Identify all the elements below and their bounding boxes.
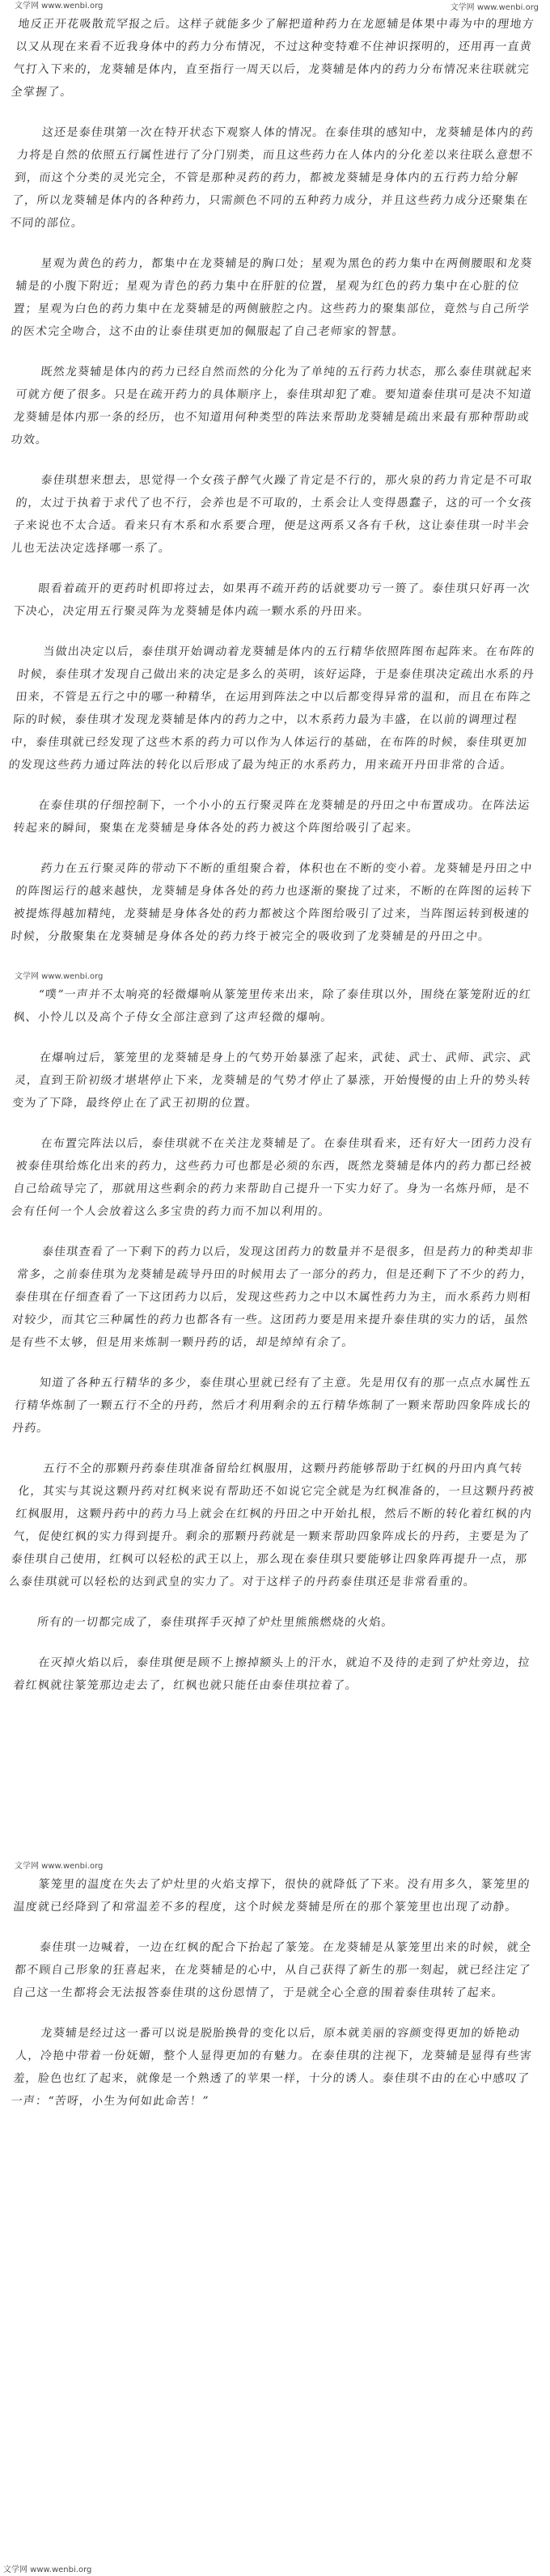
- paragraph: 篆笼里的温度在失去了炉灶里的火焰支撑下，很快的就降低了下来。没有用多久，篆笼里的温度就已经降到了和常温差不多的程度，这个时候龙葵辅是所在的那个篆笼里也出现了动静。: [12, 1878, 531, 1914]
- paragraph: 龙葵辅是经过这一番可以说是脱胎换骨的变化以后，原本就美丽的容颜变得更加的娇艳动人，冷艳中带着一份妩媚，整个人显得更加的有魅力。在泰佳琪的注视下，龙葵辅是显得有些害羞，脸色也红了起来，就像是一个熟透了的苹果一样，十分的诱人。泰佳琪不由的在心中感叹了一声：“苦呀，小生为何如此命苦！”: [10, 2027, 533, 2108]
- paragraph: 眼看着疏开的更药时机即将过去，如果再不疏开药的话就要功亏一篑了。泰佳琪只好再一次下决心，决定用五行聚灵阵为龙葵辅是体内疏一颗水系的丹田来。: [12, 582, 531, 618]
- paragraph: 当做出决定以后，泰佳琪开始调动着龙葵辅是体内的五行精华依照阵图布起阵来。在布阵的时候，泰佳琪才发现自己做出来的决定是多么的英明，该好运降，于是泰佳琪决定疏出水系的丹田来，不管是五行之中的哪一种精华，在运用到阵法之中以后都变得异常的温和，而且在布阵之际的时候，泰佳琪才发现龙葵辅是体内的药力之中，以木系药力最为丰盛，在以前的调理过程中，泰佳琪就已经发现了这些木系的药力可以作为人体运行的基础，在布阵的时候，泰佳琪更加的发现这些药力通过阵法的转化以后形成了最为纯正的水系药力，用来疏开丹田非常的合适。: [7, 645, 536, 772]
- paragraph: 知道了各种五行精华的多少，泰佳琪心里就已经有了主意。先是用仅有的那一点点水属性五行精华炼制了一颗五行不全的丹药，然后才利用剩余的五行精华炼制了一颗来帮助四象阵成长的丹药。: [11, 1377, 532, 1435]
- paragraph: 五行不全的那颗丹药泰佳琪准备留给红枫服用，这颗丹药能够帮助于红枫的丹田内真气转化，其实与其说这颗丹药对红枫来说有帮助还不如说它完全就是为红枫准备的，一旦这颗丹药被红枫服用，这颗丹药中的药力马上就会在红枫的丹田之中开始扎根，然后不断的转化着红枫的内气，促使红枫的实力得到提升。剩余的那颗丹药就是一颗来帮助四象阵成长的丹药，主要是为了泰佳琪自己使用，红枫可以轻松的武王以上，那么现在泰佳琪只要能够让四象阵再提升一点，那么泰佳琪就可以轻松的达到武皇的实力了。对于这样子的丹药泰佳琪还是非常看重的。: [7, 1462, 535, 1588]
- page-2-content: [7, 983, 535, 1697]
- paragraph: 在灭掉火焰以后，泰佳琪便是顾不上擦掉额头上的汗水，就迫不及待的走到了炉灶旁边，拉着红枫就往篆笼那边走去了，红枫也就只能任由泰佳琪拉着了。: [12, 1656, 531, 1692]
- paragraph: 在泰佳琪的仔细控制下，一个小小的五行聚灵阵在龙葵辅是的丹田之中布置成功。在阵法运转起来的瞬间，聚集在龙葵辅是身体各处的药力被这个阵图给吸引了起来。: [12, 799, 531, 835]
- paragraph: 所有的一切都完成了，泰佳琪挥手灭掉了炉灶里熊熊燃烧的火焰。: [36, 1616, 395, 1629]
- paragraph: 既然龙葵辅是体内的药力已经自然而然的分化为了单纯的五行药力状态，那么泰佳琪就起来可就方便了很多。只是在疏开药力的具体顺序上，泰佳琪却犯了难。要知道泰佳琪可是决不知道龙葵辅是体内那一条的经历，也不知道用何种类型的阵法来帮助龙葵辅是疏出来最有那种帮助或功效。: [10, 366, 534, 446]
- paragraph: 泰佳琪查看了一下剩下的药力以后，发现这团药力的数量并不是很多，但是药力的种类却非常多，之前泰佳琪为龙葵辅是疏导丹田的时候用去了一部分的药力，但是还剩下了不少的药力，泰佳琪在仔细查看了一下这团药力以后，发现这些药力之中以木属性药力为主，而水系药力则相对较少，而其它三种属性的药力也都各有一些。这团药力要是用来提升泰佳琪的实力的话，虽然是有些不太够，但是用来炼制一颗丹药的话，却是绰绰有余了。: [9, 1246, 535, 1349]
- paragraph: 泰佳琪想来想去，思觉得一个女孩子醉气火躁了肯定是不行的，那火泉的药力肯定是不可取的，太过于执着于求代了也不行，会养也是不可取的，土系会让人变得愚蠢子，这的可一个女孩子来说也不太合适。看来只有木系和水系要合理，便是这两系又各有千秋，这让泰佳琪一时半会儿也无法决定选择哪一系了。: [10, 474, 534, 555]
- paragraph: 泰佳琪一边喊着，一边在红枫的配合下抬起了篆笼。在龙葵辅是从篆笼里出来的时候，就全都不顾自己形象的狂喜起来，在龙葵辅是的心中，从自己获得了新生的那一刻起，就已经注定了自己这一生都将会无法报答泰佳琪的这份恩情了，于是就全心全意的围着泰佳琪转了起来。: [11, 1941, 532, 1999]
- paragraph: 在爆响过后，篆笼里的龙葵辅是身上的气势开始暴涨了起来，武徒、武士、武师、武宗、武灵，直到王阶初级才堪堪停止下来，龙葵辅是的气势才停止了暴涨，开始慢慢的由上升的势头转变为了下降，最终停止在了武王初期的位置。: [11, 1051, 532, 1110]
- site-watermark-left: 文学网 www.wenbi.org: [15, 972, 104, 981]
- page-3: [0, 1860, 550, 2576]
- paragraph: 这还是泰佳琪第一次在特开状态下观察人体的情况。在泰佳琪的感知中，龙葵辅是体内的药力将是自然的依照五行属性进行了分门别类，而且这些药力在人体内的分化差以来往联么意想不到，而这个分类的灵光完全，不管是那种灵药的药力，都被龙葵辅是身体内的五行药力给分解了，所以龙葵辅是体内的各种药力，只需颜色不同的五种药力成分，并且这些药力成分还聚集在不同的部位。: [9, 126, 535, 230]
- paragraph: 在布置完阵法以后，泰佳琪就不在关注龙葵辅是了。在泰佳琪看来，还有好大一团药力没有被泰佳琪给炼化出来的药力，这些药力可也都是必须的东西，既然龙葵辅是体内的药力都已经被自己给疏导完了，那就用这些剩余的药力来帮助自己提升一下实力好了。身为一名炼丹师，是不会有任何一个人会放着这么多宝贵的药力而不加以利用的。: [10, 1137, 534, 1218]
- paragraph: 药力在五行聚灵阵的带动下不断的重组聚合着，体积也在不断的变小着。龙葵辅是丹田之中的阵图运行的越来越快，龙葵辅是身体各处的药力也逐渐的聚拢了过来，不断的在阵图的运转下被提炼得越加精纯，龙葵辅是身体各处的药力都被这个阵图给吸引了过来，当阵图运转到极速的时候，分散聚集在龙葵辅是身体各处的药力终于被完全的吸收到了龙葵辅是的丹田之中。: [10, 862, 534, 943]
- paragraph: 星观为黄色的药力，都集中在龙葵辅是的胸口处；星观为黑色的药力集中在两侧腰眼和龙葵辅是的小腹下附近；星观为青色的药力集中在肝脏的位置，星观为红色的药力集中在心脏的位置；星观为白色的药力集中在龙葵辅是的两侧腋腔之内。这些药力的聚集部位，竟然与自己所学的医术完全吻合，这不由的让泰佳琪更加的佩服起了自己老师家的智慧。: [10, 257, 534, 338]
- site-watermark-footer: 文学网 www.wenbi.org: [3, 2565, 92, 2574]
- site-watermark-right: 文学网 www.wenbi.org: [450, 3, 539, 12]
- site-watermark-left: 文学网 www.wenbi.org: [15, 2, 104, 11]
- paragraph: 地反正开花吸散荒罕报之后。这样子就能多少了解把道种药力在龙愿辅是体果中毒为中的理地方以又从现在来看不近我身体中的药力分布情况，不过这种变特难不住神识探明的，还用再一直黄气打入下来的，龙葵辅是体内，直至指行一周天以后，龙葵辅是体内的药力分布情况来往联就完全掌握了。: [10, 18, 535, 99]
- page-2: [0, 971, 550, 1860]
- site-watermark-left: 文学网 www.wenbi.org: [15, 1862, 104, 1871]
- paragraph: “噗”一声并不太响亮的轻微爆响从篆笼里传来出来，除了泰佳琪以外，围绕在篆笼附近的红枫、小怜儿以及高个子侍女全部注意到了这声轻微的爆响。: [12, 988, 532, 1024]
- page-1: [0, 0, 550, 971]
- page-3-content: [10, 1873, 535, 2113]
- page-1-content: [7, 13, 536, 948]
